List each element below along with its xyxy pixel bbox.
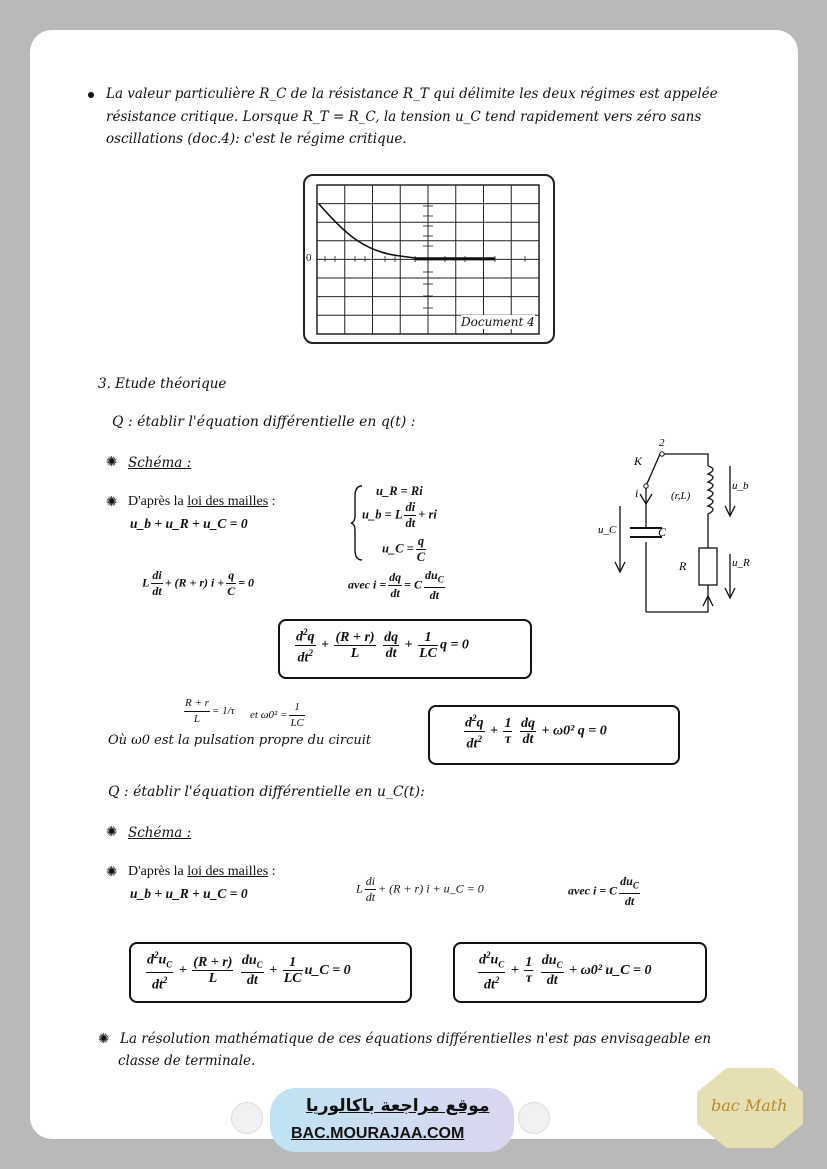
label-resistor: R xyxy=(679,559,687,573)
section-title: 3. Etude théorique xyxy=(98,376,227,392)
pinwheel-icon: ✺ xyxy=(98,1031,110,1047)
q2-schema-label: Schéma : xyxy=(128,825,192,841)
label-node-2: 2 xyxy=(659,437,665,449)
label-ur: u_R xyxy=(732,557,750,569)
q2-sum-equation: u_b + u_R + u_C = 0 xyxy=(130,886,248,901)
intro-line-3: oscillations (doc.4): c'est le régime critique. xyxy=(106,131,407,147)
omega-definition: et ω0² = $\frac{1}{LC}$ xyxy=(250,701,304,729)
box3-equation: $\frac{d^2u_C}{dt^2}$ + $\frac{(R + r)}{L}$ $\frac{du_C}{dt}$ + $\frac{1}{LC}$ u_C = 0 xyxy=(147,950,351,994)
box1-equation: $\frac{d^2q}{dt^2}$ + $\frac{(R + r)}{L}$ $\frac{dq}{dt}$ + $\frac{1}{LC}$ q = 0 xyxy=(296,627,469,666)
system-ub: u_b = L $\frac{di}{dt}$ + ri xyxy=(362,500,437,530)
q1-avec-relation: avec i = $\frac{dq}{dt}$ = C $\frac{du_C}{dt}$ xyxy=(348,568,444,603)
footer-site-link[interactable]: BAC.MOURAJAA.COM xyxy=(291,1125,465,1142)
pinwheel-icon: ✺ xyxy=(106,494,118,510)
q2-question: Q : établir l'équation différentielle en u_C(t): xyxy=(108,784,425,800)
rlc-circuit-diagram xyxy=(590,436,760,618)
bacmath-logo-text: bac Math xyxy=(711,1096,788,1115)
q1-expanded-equation: L $\frac{di}{dt}$ + (R + r) i + $\frac{q}{C}$ = 0 xyxy=(142,568,255,598)
tau-definition: $\frac{R + r}{L}$ = 1/τ xyxy=(185,697,235,725)
q1-question: Q : établir l'équation différentielle en q(t) : xyxy=(112,414,416,430)
pinwheel-icon: ✺ xyxy=(106,864,118,880)
bullet-dot xyxy=(88,92,94,98)
conclusion-line-2: classe de terminale. xyxy=(118,1053,256,1069)
label-ub: u_b xyxy=(732,480,749,492)
q1-sum-equation: u_b + u_R + u_C = 0 xyxy=(130,516,248,531)
q2-expanded-equation: L $\frac{di}{dt}$ + (R + r) i + u_C = 0 xyxy=(356,874,484,904)
q1-law-line: D'après la loi des mailles : xyxy=(128,494,276,509)
label-capacitor: C xyxy=(658,525,667,539)
zero-label: 0 xyxy=(306,252,312,264)
box2-equation: $\frac{d^2q}{dt^2}$ + $\frac{1}{\tau}$ $\frac{dq}{dt}$ + ω0² q = 0 xyxy=(465,713,607,752)
system-ur: u_R = Ri xyxy=(376,484,423,498)
left-logo-icon xyxy=(231,1102,263,1134)
q2-avec-relation: avec i = C $\frac{du_C}{dt}$ xyxy=(568,874,639,909)
document-caption: Document 4 xyxy=(461,315,535,329)
oscilloscope-frame xyxy=(303,174,555,344)
intro-line-1: La valeur particulière R_C de la résistance R_T qui délimite les deux régimes est appelée xyxy=(106,86,718,102)
label-coil: (r,L) xyxy=(671,490,691,502)
footer-arabic-title: موقع مراجعة باكالوريا xyxy=(306,1096,490,1116)
label-k: K xyxy=(634,454,643,468)
q2-law-line: D'après la loi des mailles : xyxy=(128,864,276,879)
intro-line-2: résistance critique. Lorsque R_T = R_C, la tension u_C tend rapidement vers zéro sans xyxy=(106,109,702,125)
system-uc: u_C = $\frac{q}{C}$ xyxy=(382,534,426,564)
label-uc: u_C xyxy=(598,524,617,536)
conclusion-line-1: La résolution mathématique de ces équations différentielles n'est pas envisageable en xyxy=(120,1031,712,1047)
box4-equation: $\frac{d^2u_C}{dt^2}$ + $\frac{1}{\tau}$ $\frac{du_C}{dt}$ + ω0² u_C = 0 xyxy=(479,950,652,994)
omega-text: Où ω0 est la pulsation propre du circuit xyxy=(108,733,372,748)
pinwheel-icon: ✺ xyxy=(106,454,118,470)
pinwheel-icon: ✺ xyxy=(106,824,118,840)
label-current-i: i xyxy=(635,486,639,500)
right-logo-icon xyxy=(518,1102,550,1134)
q1-schema-label: Schéma : xyxy=(128,455,192,471)
